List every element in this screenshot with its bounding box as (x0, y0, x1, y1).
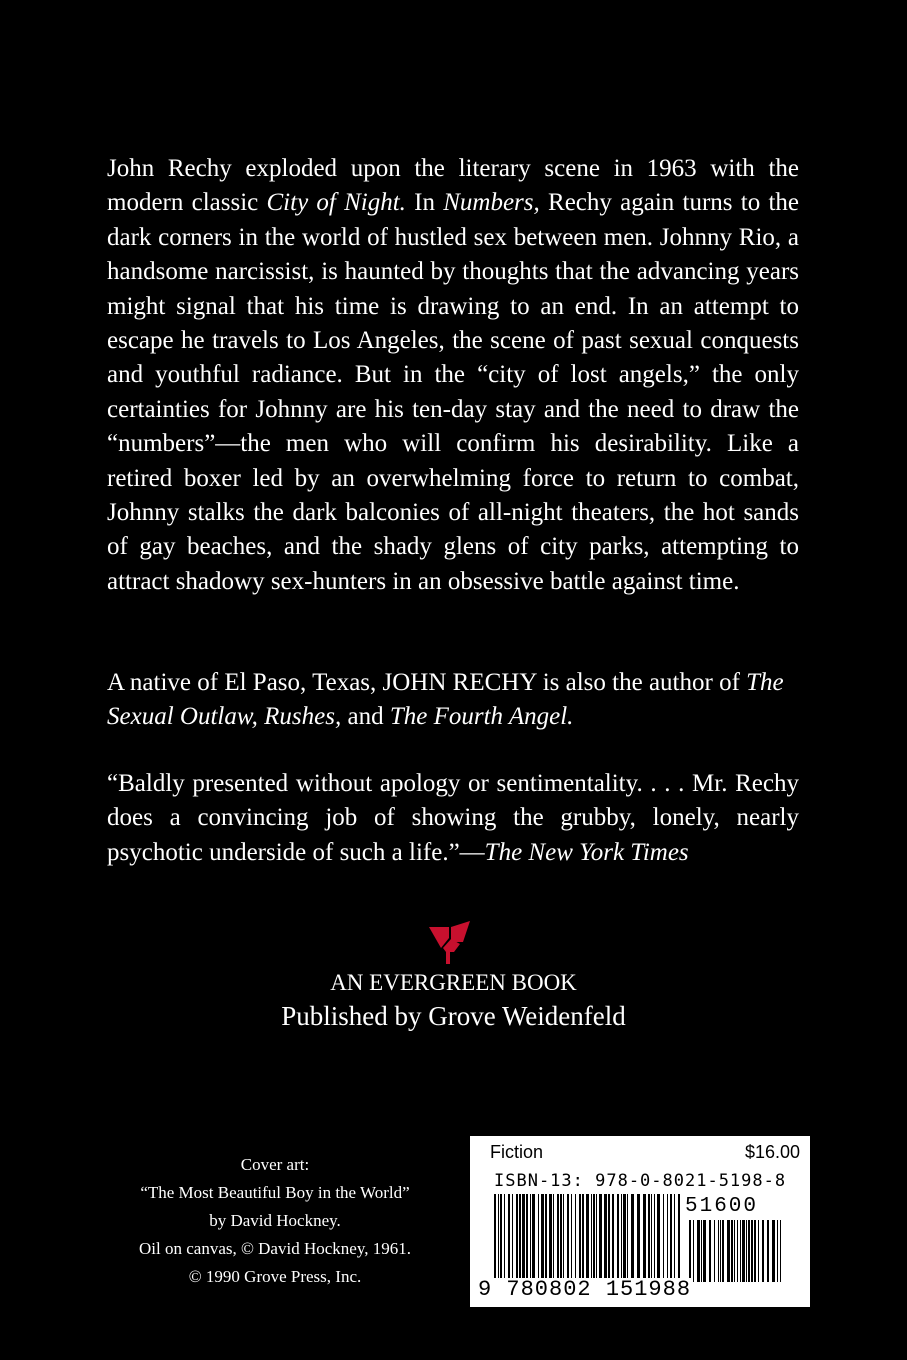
barcode-bar (500, 1194, 502, 1282)
barcode-bar (567, 1194, 569, 1282)
description-text-3: Rechy again turns to the dark corners in the world of hustled sex between men. Johnny Rio, a handsome narcissist, is haunted by thoughts that the advancing years might signal that his time is drawing to an end. In an attempt to escape he travels to Los Angeles, the scene of past sexual conquests and youthful radiance. But in the “city of lost angels,” the only certainties for Johnny are his ten-day stay and the need to draw the “numbers”—the men who will confirm his desirability. Like a retired boxer led by an overwhelming force to return to combat, Johnny stalks the dark balconies of all-night theaters, the hot sands of gay beaches, and the shady glens of city parks, attempting to attract shadowy sex-hunters in an obsessive battle against time. (107, 189, 799, 595)
barcode-bar (623, 1194, 626, 1282)
barcode-bar (637, 1194, 640, 1282)
barcode-addon-bar (737, 1220, 738, 1282)
author-bio (107, 666, 799, 735)
barcode-bar (612, 1194, 614, 1282)
cover-credits (110, 1151, 440, 1291)
barcode-bar (678, 1194, 680, 1282)
barcode-bar (538, 1194, 539, 1282)
barcode-bar (663, 1194, 664, 1282)
barcode-addon-bar (746, 1220, 747, 1282)
title-numbers: Numbers, (443, 189, 540, 217)
barcode-addon-bar (709, 1220, 711, 1282)
barcode-bar (519, 1194, 521, 1282)
barcode-bar (504, 1194, 505, 1282)
isbn-label: ISBN-13: 978-0-8021-5198-8 (494, 1171, 787, 1191)
barcode-addon-bar (720, 1220, 721, 1282)
barcode-addon-bar (740, 1220, 741, 1282)
barcode-bar (549, 1194, 552, 1282)
barcode-number: 9 780802 151988 (478, 1277, 692, 1302)
genre-label: Fiction (490, 1142, 544, 1162)
title-fourth-angel: The Fourth Angel. (389, 703, 574, 731)
credit-line-2: “The Most Beautiful Boy in the World” (140, 1183, 410, 1202)
barcode-addon-bar (703, 1220, 706, 1282)
barcode-bar (532, 1194, 535, 1282)
barcode-bar (596, 1194, 597, 1282)
description-text-1: John Rechy exploded upon the literary scene in 1963 with the modern classic (107, 155, 799, 217)
credit-line-3: by David Hockney. (209, 1211, 341, 1230)
book-description (107, 152, 799, 599)
barcode-addon-bar (689, 1220, 691, 1282)
barcode-bar (586, 1194, 589, 1282)
barcode-bar (512, 1194, 513, 1282)
bio-text: A native of El Paso, Texas, JOHN RECHY is also the author of (107, 669, 747, 696)
barcode-bar (657, 1194, 660, 1282)
barcode-bar (643, 1194, 646, 1282)
barcode-addon-bar (742, 1220, 745, 1282)
evergreen-tree-logo-icon (426, 918, 474, 966)
barcode-bar (579, 1194, 581, 1282)
barcode-bar (494, 1194, 496, 1282)
barcode-addon-bar (762, 1220, 764, 1282)
quote-dash: — (459, 838, 485, 866)
barcode-bar (563, 1194, 564, 1282)
barcode-addon-bar (734, 1220, 735, 1282)
barcode-bar (651, 1194, 652, 1282)
title-rushes: Rushes, (264, 703, 342, 731)
barcode-addon-bar (718, 1220, 719, 1282)
barcode-addon-bar (758, 1220, 759, 1282)
title-sexual-outlaw: The Sexual Outlaw, (107, 669, 784, 731)
barcode-bar (498, 1194, 499, 1282)
bio-conjunction: and (341, 703, 390, 731)
barcode-addon-bar (772, 1220, 775, 1282)
barcode-bar (631, 1194, 634, 1282)
barcode-bar (670, 1194, 672, 1282)
barcode-bar (599, 1194, 602, 1282)
title-city-of-night: City of Night. (266, 189, 406, 217)
barcode-addon-bar (767, 1220, 769, 1282)
barcode-bar (522, 1194, 525, 1282)
barcode-bar (560, 1194, 562, 1282)
barcode-addon-bar (697, 1220, 700, 1282)
barcode-bar (604, 1194, 607, 1282)
barcode-addon-bar (748, 1220, 750, 1282)
barcode-panel (470, 1136, 810, 1307)
barcode-bar (667, 1194, 668, 1282)
barcode-bar (654, 1194, 655, 1282)
barcode-addon-bar (777, 1220, 778, 1282)
review-quote (107, 767, 799, 870)
barcode-bar (530, 1194, 531, 1282)
barcode-bar (526, 1194, 528, 1282)
barcode-bar (545, 1194, 547, 1282)
barcode-bar (557, 1194, 559, 1282)
barcode-addon-bar (780, 1220, 781, 1282)
quote-source: The New York Times (484, 838, 689, 866)
barcode-addon-number: 51600 (682, 1196, 761, 1218)
quote-text: “Baldly presented without apology or sentimentality. . . . Mr. Rechy does a convincing job of showing the grubby, lonely, nearly psychotic underside of such a life.” (107, 770, 799, 866)
barcode-bar (516, 1194, 518, 1282)
publisher-line: Published by Grove Weidenfeld (281, 1001, 626, 1031)
description-text-2: In (405, 189, 444, 217)
barcode-bar (591, 1194, 592, 1282)
barcode-bar (541, 1194, 544, 1282)
barcode-bar (621, 1194, 622, 1282)
barcode-bar (608, 1194, 610, 1282)
barcode-addon-bar (714, 1220, 715, 1282)
imprint-series: AN EVERGREEN BOOK (330, 970, 577, 995)
barcode-bar (582, 1194, 584, 1282)
price-label: $16.00 (744, 1142, 800, 1162)
barcode-bar (575, 1194, 576, 1282)
credit-line-1: Cover art: (240, 1155, 310, 1174)
barcode-bar (648, 1194, 650, 1282)
barcode-bar (553, 1194, 554, 1282)
barcode-bar (627, 1194, 628, 1282)
barcode-bar (571, 1194, 572, 1282)
barcode-bar (508, 1194, 510, 1282)
barcode-addon-bar (754, 1220, 756, 1282)
barcode-addon-bar (727, 1220, 730, 1282)
barcode-bar (593, 1194, 595, 1282)
barcode-bar (674, 1194, 675, 1282)
barcode-addon-bar (731, 1220, 733, 1282)
barcode-addon-bar (722, 1220, 724, 1282)
barcode-addon-bar (701, 1220, 702, 1282)
barcode-addon-bar (751, 1220, 753, 1282)
credit-line-4: Oil on canvas, © David Hockney, 1961. (139, 1239, 411, 1258)
barcode-addon-bar (693, 1220, 694, 1282)
barcode-bar (617, 1194, 619, 1282)
credit-line-5: © 1990 Grove Press, Inc. (188, 1267, 362, 1286)
